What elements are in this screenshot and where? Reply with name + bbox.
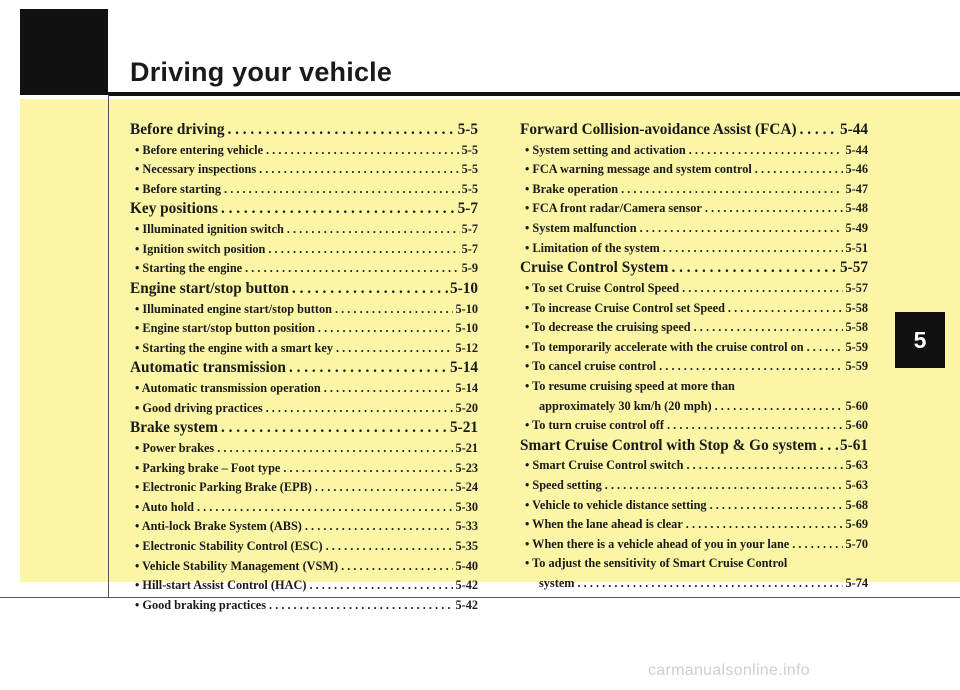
toc-subsection-entry[interactable] <box>520 279 868 299</box>
toc-entry-label: • Electronic Stability Control (ESC) <box>135 538 323 553</box>
toc-subsection-entry[interactable] <box>130 557 478 577</box>
toc-section-entry[interactable] <box>130 120 478 141</box>
toc-dot-leader <box>312 478 454 498</box>
toc-dot-leader <box>263 399 454 419</box>
toc-entry-label: • Starting the engine with a smart key <box>135 340 333 355</box>
toc-subsection-entry[interactable] <box>520 535 868 555</box>
toc-entry-label: • Smart Cruise Control switch <box>525 458 684 473</box>
toc-page-number: 5-10 <box>449 279 478 297</box>
toc-dot-leader <box>789 535 843 555</box>
toc-page-number: 5-70 <box>845 536 868 551</box>
toc-entry-label: • Auto hold <box>135 499 194 514</box>
toc-subsection-entry[interactable] <box>520 574 868 594</box>
toc-dot-leader <box>817 436 838 457</box>
toc-entry-label: Forward Collision-avoidance Assist (FCA) <box>520 121 797 138</box>
toc-subsection-entry[interactable] <box>130 339 478 359</box>
toc-section-entry[interactable] <box>520 120 868 141</box>
toc-entry-label: • Good braking practices <box>135 597 267 612</box>
toc-subsection-entry[interactable] <box>130 478 478 498</box>
toc-dot-leader <box>263 141 460 161</box>
toc-entry-label: Automatic transmission <box>130 359 286 377</box>
toc-page-number: 5-40 <box>455 558 478 573</box>
toc-section-entry[interactable] <box>130 418 478 439</box>
toc-page-number: 5-59 <box>845 339 868 354</box>
toc-entry-label: • To set Cruise Control Speed <box>525 280 680 295</box>
toc-entry-label: • Starting the engine <box>135 261 243 276</box>
toc-dot-leader <box>679 279 843 299</box>
toc-entry-label: • Hill-start Assist Control (HAC) <box>135 578 307 593</box>
toc-page-number: 5-47 <box>845 181 868 196</box>
toc-dot-leader <box>302 517 454 537</box>
toc-page-number: 5-49 <box>845 221 868 236</box>
toc-entry-label: • Power brakes <box>135 440 215 455</box>
toc-dot-leader <box>664 416 843 436</box>
toc-subsection-entry[interactable] <box>130 220 478 240</box>
toc-page-number: 5-20 <box>455 400 478 415</box>
toc-dot-leader <box>315 319 454 339</box>
toc-page-number: 5-5 <box>461 162 478 177</box>
toc-dot-leader <box>265 240 459 260</box>
title-underline <box>108 92 960 96</box>
toc-subsection-entry[interactable] <box>520 377 868 397</box>
toc-subsection-entry[interactable] <box>130 399 478 419</box>
toc-page-number: 5-14 <box>449 359 478 377</box>
toc-subsection-entry[interactable] <box>520 554 868 574</box>
toc-entry-label: • Anti-lock Brake System (ABS) <box>135 519 302 534</box>
toc-page-number: 5-57 <box>839 259 868 277</box>
toc-dot-leader <box>656 357 843 377</box>
toc-dot-leader <box>702 199 844 219</box>
toc-entry-label: • To resume cruising speed at more than <box>525 378 735 393</box>
toc-entry-label: • Engine start/stop button position <box>135 321 315 336</box>
toc-entry-label: • To decrease the cruising speed <box>525 320 691 335</box>
toc-dot-leader <box>256 160 459 180</box>
toc-entry-label: • FCA warning message and system control <box>525 162 752 177</box>
toc-column-left <box>130 120 478 615</box>
toc-dot-leader <box>284 220 460 240</box>
toc-subsection-entry[interactable] <box>130 259 478 279</box>
toc-subsection-entry[interactable] <box>130 517 478 537</box>
toc-dot-leader <box>668 258 838 279</box>
toc-page-number: 5-21 <box>449 419 478 437</box>
toc-dot-leader <box>618 180 843 200</box>
toc-page-number: 5-24 <box>455 480 478 495</box>
toc-dot-leader <box>221 180 460 200</box>
toc-entry-label: Brake system <box>130 419 218 437</box>
toc-dot-leader <box>286 358 448 379</box>
toc-dot-leader <box>683 515 844 535</box>
toc-column-right <box>520 120 868 594</box>
toc-dot-leader <box>333 339 453 359</box>
toc-page-number: 5-42 <box>455 578 478 593</box>
chapter-header-block <box>20 9 108 95</box>
toc-page-number: 5-42 <box>455 597 478 612</box>
toc-entry-label: • Vehicle to vehicle distance setting <box>525 497 707 512</box>
toc-section-entry[interactable] <box>130 199 478 220</box>
toc-subsection-entry[interactable] <box>130 439 478 459</box>
toc-subsection-entry[interactable] <box>130 300 478 320</box>
toc-entry-label: • To temporarily accelerate with the cruise control on <box>525 339 804 354</box>
toc-entry-label: • When there is a vehicle ahead of you in your lane <box>525 536 790 551</box>
toc-entry-label: • Necessary inspections <box>135 162 257 177</box>
toc-entry-label: system <box>539 575 575 590</box>
toc-page-number: 5-59 <box>845 359 868 374</box>
toc-dot-leader <box>214 439 453 459</box>
toc-dot-leader <box>804 338 844 358</box>
toc-page-number: 5-63 <box>845 458 868 473</box>
toc-page-number: 5-44 <box>839 121 868 138</box>
toc-entry-label: • Illuminated ignition switch <box>135 222 284 237</box>
toc-subsection-entry[interactable] <box>520 318 868 338</box>
toc-subsection-entry[interactable] <box>130 537 478 557</box>
toc-dot-leader <box>691 318 844 338</box>
toc-entry-label: • Vehicle Stability Management (VSM) <box>135 558 339 573</box>
toc-subsection-entry[interactable] <box>520 416 868 436</box>
toc-page-number: 5-68 <box>845 497 868 512</box>
toc-page-number: 5-60 <box>845 398 868 413</box>
toc-page-number: 5-10 <box>455 321 478 336</box>
toc-subsection-entry[interactable] <box>520 299 868 319</box>
toc-entry-label: Smart Cruise Control with Stop & Go system <box>520 436 817 454</box>
chapter-number: 5 <box>913 326 927 353</box>
toc-subsection-entry[interactable] <box>130 141 478 161</box>
toc-page-number: 5-51 <box>845 240 868 255</box>
toc-dot-leader <box>707 496 844 516</box>
toc-subsection-entry[interactable] <box>130 576 478 596</box>
toc-page-number: 5-14 <box>455 381 478 396</box>
toc-entry-label: • Before starting <box>135 181 222 196</box>
toc-page-number: 5-21 <box>455 440 478 455</box>
toc-page-number: 5-46 <box>845 162 868 177</box>
toc-subsection-entry[interactable] <box>130 240 478 260</box>
toc-subsection-entry[interactable] <box>520 456 868 476</box>
toc-entry-label: • To cancel cruise control <box>525 359 657 374</box>
toc-subsection-entry[interactable] <box>130 459 478 479</box>
toc-entry-label: • System setting and activation <box>525 142 686 157</box>
toc-dot-leader <box>660 239 844 259</box>
toc-subsection-entry[interactable] <box>130 596 478 616</box>
chapter-number-tab[interactable] <box>895 312 945 368</box>
toc-dot-leader <box>218 199 456 220</box>
toc-subsection-entry[interactable] <box>130 180 478 200</box>
toc-entry-label: • Before entering vehicle <box>135 142 264 157</box>
toc-page-number: 5-33 <box>455 519 478 534</box>
toc-page-number: 5-5 <box>457 121 478 138</box>
toc-entry-label: approximately 30 km/h (20 mph) <box>539 398 712 413</box>
toc-dot-leader <box>218 418 448 439</box>
toc-entry-label: • When the lane ahead is clear <box>525 517 683 532</box>
toc-page-number: 5-44 <box>845 142 868 157</box>
toc-page-number: 5-63 <box>845 477 868 492</box>
toc-subsection-entry[interactable] <box>520 338 868 358</box>
toc-entry-label: • Illuminated engine start/stop button <box>135 301 332 316</box>
toc-page-number: 5-12 <box>455 340 478 355</box>
toc-dot-leader <box>338 557 453 577</box>
toc-dot-leader <box>332 300 453 320</box>
watermark: carmanualsonline.info <box>648 662 810 679</box>
toc-dot-leader <box>306 576 453 596</box>
margin-divider <box>108 95 109 598</box>
toc-section-entry[interactable] <box>130 358 478 379</box>
toc-entry-label: • Brake operation <box>525 181 619 196</box>
toc-page-number: 5-5 <box>461 142 478 157</box>
toc-page-number: 5-61 <box>839 436 868 454</box>
toc-entry-label: Cruise Control System <box>520 259 669 277</box>
toc-subsection-entry[interactable] <box>130 498 478 518</box>
toc-page-number: 5-9 <box>461 261 478 276</box>
toc-page-number: 5-23 <box>455 460 478 475</box>
toc-dot-leader <box>321 379 454 399</box>
toc-dot-leader <box>323 537 454 557</box>
toc-page-number: 5-30 <box>455 499 478 514</box>
toc-dot-leader <box>602 476 844 496</box>
toc-entry-label: • Limitation of the system <box>525 240 660 255</box>
toc-subsection-entry[interactable] <box>520 141 868 161</box>
toc-subsection-entry[interactable] <box>520 397 868 417</box>
toc-entry-label: • Parking brake – Foot type <box>135 460 281 475</box>
toc-dot-leader <box>686 141 844 161</box>
toc-page-number: 5-57 <box>845 280 868 295</box>
toc-entry-label: • To increase Cruise Control set Speed <box>525 300 725 315</box>
toc-entry-label: • Speed setting <box>525 477 602 492</box>
toc-dot-leader <box>224 120 455 141</box>
toc-subsection-entry[interactable] <box>520 239 868 259</box>
toc-page-number: 5-7 <box>457 200 478 218</box>
toc-subsection-entry[interactable] <box>520 199 868 219</box>
toc-page-number: 5-48 <box>845 201 868 216</box>
toc-subsection-entry[interactable] <box>130 379 478 399</box>
toc-section-entry[interactable] <box>130 279 478 300</box>
toc-page-number: 5-5 <box>461 181 478 196</box>
toc-entry-label: • Automatic transmission operation <box>135 381 321 396</box>
toc-entry-label: • FCA front radar/Camera sensor <box>525 201 702 216</box>
toc-dot-leader <box>242 259 459 279</box>
toc-subsection-entry[interactable] <box>520 180 868 200</box>
toc-dot-leader <box>194 498 453 518</box>
toc-page-number: 5-58 <box>845 300 868 315</box>
toc-dot-leader <box>725 299 844 319</box>
toc-section-entry[interactable] <box>520 258 868 279</box>
toc-page-number: 5-58 <box>845 320 868 335</box>
toc-subsection-entry[interactable] <box>520 219 868 239</box>
toc-entry-label: • Electronic Parking Brake (EPB) <box>135 480 312 495</box>
toc-dot-leader <box>752 160 844 180</box>
toc-dot-leader <box>797 120 838 141</box>
toc-entry-label: Before driving <box>130 121 225 138</box>
toc-entry-label: • System malfunction <box>525 221 637 236</box>
toc-entry-label: • Ignition switch position <box>135 241 266 256</box>
toc-entry-label: Engine start/stop button <box>130 279 289 297</box>
toc-dot-leader <box>266 596 453 616</box>
toc-page-number: 5-10 <box>455 301 478 316</box>
toc-entry-label: Key positions <box>130 200 218 218</box>
toc-dot-leader <box>289 279 448 300</box>
toc-subsection-entry[interactable] <box>520 515 868 535</box>
toc-page-number: 5-7 <box>461 222 478 237</box>
toc-dot-leader <box>575 574 844 594</box>
toc-entry-label: • Good driving practices <box>135 400 263 415</box>
toc-page-number: 5-7 <box>461 241 478 256</box>
toc-dot-leader <box>637 219 844 239</box>
toc-subsection-entry[interactable] <box>520 357 868 377</box>
toc-entry-label: • To adjust the sensitivity of Smart Cruise Control <box>525 556 788 571</box>
toc-page-number: 5-35 <box>455 538 478 553</box>
toc-subsection-entry[interactable] <box>130 319 478 339</box>
toc-page-number: 5-60 <box>845 418 868 433</box>
toc-page-number: 5-69 <box>845 517 868 532</box>
toc-subsection-entry[interactable] <box>130 160 478 180</box>
toc-subsection-entry[interactable] <box>520 160 868 180</box>
toc-dot-leader <box>712 397 844 417</box>
toc-subsection-entry[interactable] <box>520 496 868 516</box>
toc-entry-label: • To turn cruise control off <box>525 418 665 433</box>
toc-section-entry[interactable] <box>520 436 868 457</box>
toc-page-number: 5-74 <box>845 575 868 590</box>
toc-subsection-entry[interactable] <box>520 476 868 496</box>
toc-dot-leader <box>683 456 843 476</box>
toc-dot-leader <box>280 459 453 479</box>
page-title: Driving your vehicle <box>130 57 393 87</box>
